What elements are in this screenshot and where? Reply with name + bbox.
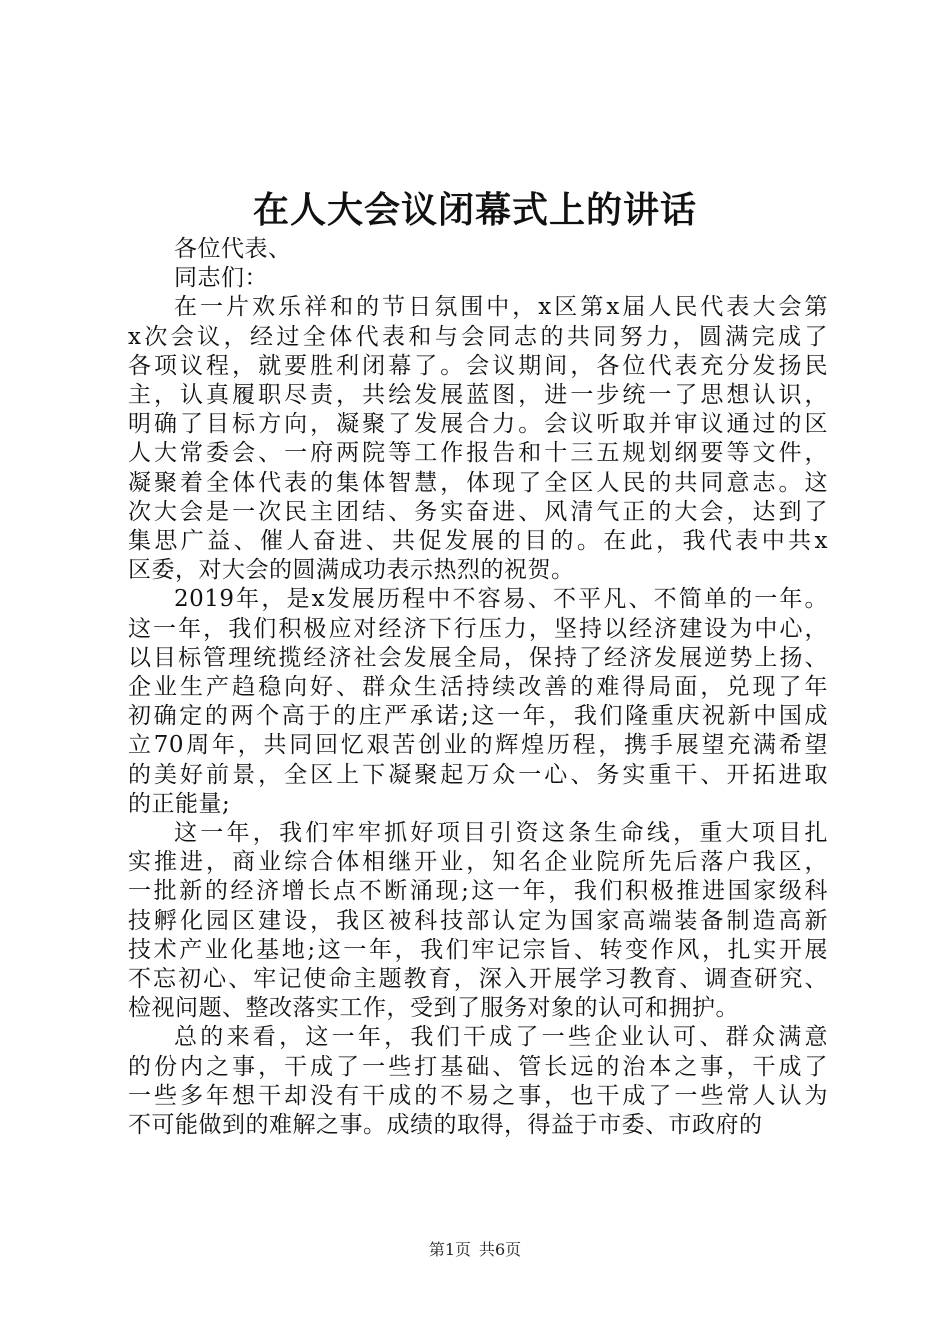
paragraph-line: 以目标管理统揽经济社会发展全局，保持了经济发展逆势上扬、: [128, 644, 828, 671]
paragraph-line: 2019年，是x发展历程中不容易、不平凡、不简单的一年。: [174, 586, 828, 613]
paragraph: [128, 585, 828, 819]
document-body: [128, 235, 828, 1140]
paragraph-line: 明确了目标方向，凝聚了发展合力。会议听取并审议通过的区: [128, 411, 828, 438]
paragraph-line: 主，认真履职尽责，共绘发展蓝图，进一步统一了思想认识，: [128, 382, 828, 409]
paragraph-line: 集思广益、催人奋进、共促发展的目的。在此，我代表中共x: [128, 528, 828, 555]
paragraph-line: 这一年，我们积极应对经济下行压力，坚持以经济建设为中心，: [128, 615, 828, 642]
page-total: 共6页: [479, 1240, 522, 1259]
paragraph: [128, 293, 828, 585]
paragraph-line: 的正能量;: [128, 790, 231, 817]
paragraph-line: 的美好前景，全区上下凝聚起万众一心、务实重干、开拓进取: [128, 761, 828, 788]
paragraph-line: 区委，对大会的圆满成功表示热烈的祝贺。: [128, 557, 575, 584]
paragraph-line: 凝聚着全体代表的集体智慧，体现了全区人民的共同意志。这: [128, 469, 828, 496]
paragraph-line: 总的来看，这一年，我们干成了一些企业认可、群众满意: [174, 1024, 828, 1051]
paragraph-line: 这一年，我们牢牢抓好项目引资这条生命线，重大项目扎: [174, 820, 828, 847]
paragraph: [128, 819, 828, 1023]
salutation-line: 各位代表、: [174, 236, 292, 262]
salutation-line: 同志们：: [174, 265, 268, 292]
paragraph: [128, 1023, 828, 1140]
paragraph-line: 不可能做到的难解之事。成绩的取得，得益于市委、市政府的: [128, 1112, 763, 1139]
paragraph-line: 在一片欢乐祥和的节日氛围中，x区第x届人民代表大会第: [174, 294, 828, 321]
paragraph-line: 人大常委会、一府两院等工作报告和十三五规划纲要等文件，: [128, 440, 828, 467]
page-number: 第1页: [428, 1240, 471, 1259]
page-footer: [0, 1240, 950, 1260]
paragraph-line: 一些多年想干却没有干成的不易之事，也干成了一些常人认为: [128, 1082, 828, 1109]
paragraph-line: 各项议程，就要胜利闭幕了。会议期间，各位代表充分发扬民: [128, 352, 828, 379]
paragraph-line: 实推进，商业综合体相继开业，知名企业院所先后落户我区，: [128, 849, 828, 876]
paragraph-line: 检视问题、整改落实工作，受到了服务对象的认可和拥护。: [128, 995, 739, 1022]
paragraph-line: x次会议，经过全体代表和与会同志的共同努力，圆满完成了: [128, 323, 828, 350]
paragraph-line: 立70周年，共同回忆艰苦创业的辉煌历程，携手展望充满希望: [128, 732, 828, 759]
paragraph-line: 技孵化园区建设，我区被科技部认定为国家高端装备制造高新: [128, 907, 828, 934]
paragraph-line: 技术产业化基地;这一年，我们牢记宗旨、转变作风，扎实开展: [128, 936, 828, 963]
paragraph-list: [128, 293, 828, 1140]
paragraph-line: 不忘初心、牢记使命主题教育，深入开展学习教育、调查研究、: [128, 966, 828, 993]
paragraph-line: 企业生产趋稳向好、群众生活持续改善的难得局面，兑现了年: [128, 674, 828, 701]
paragraph-line: 的份内之事，干成了一些打基础、管长远的治本之事，干成了: [128, 1053, 828, 1080]
paragraph-line: 初确定的两个高于的庄严承诺;这一年，我们隆重庆祝新中国成: [128, 703, 828, 730]
page-title: 在人大会议闭幕式上的讲话: [252, 189, 697, 231]
paragraph-line: 一批新的经济增长点不断涌现;这一年，我们积极推进国家级科: [128, 878, 828, 905]
paragraph-line: 次大会是一次民主团结、务实奋进、风清气正的大会，达到了: [128, 498, 828, 525]
